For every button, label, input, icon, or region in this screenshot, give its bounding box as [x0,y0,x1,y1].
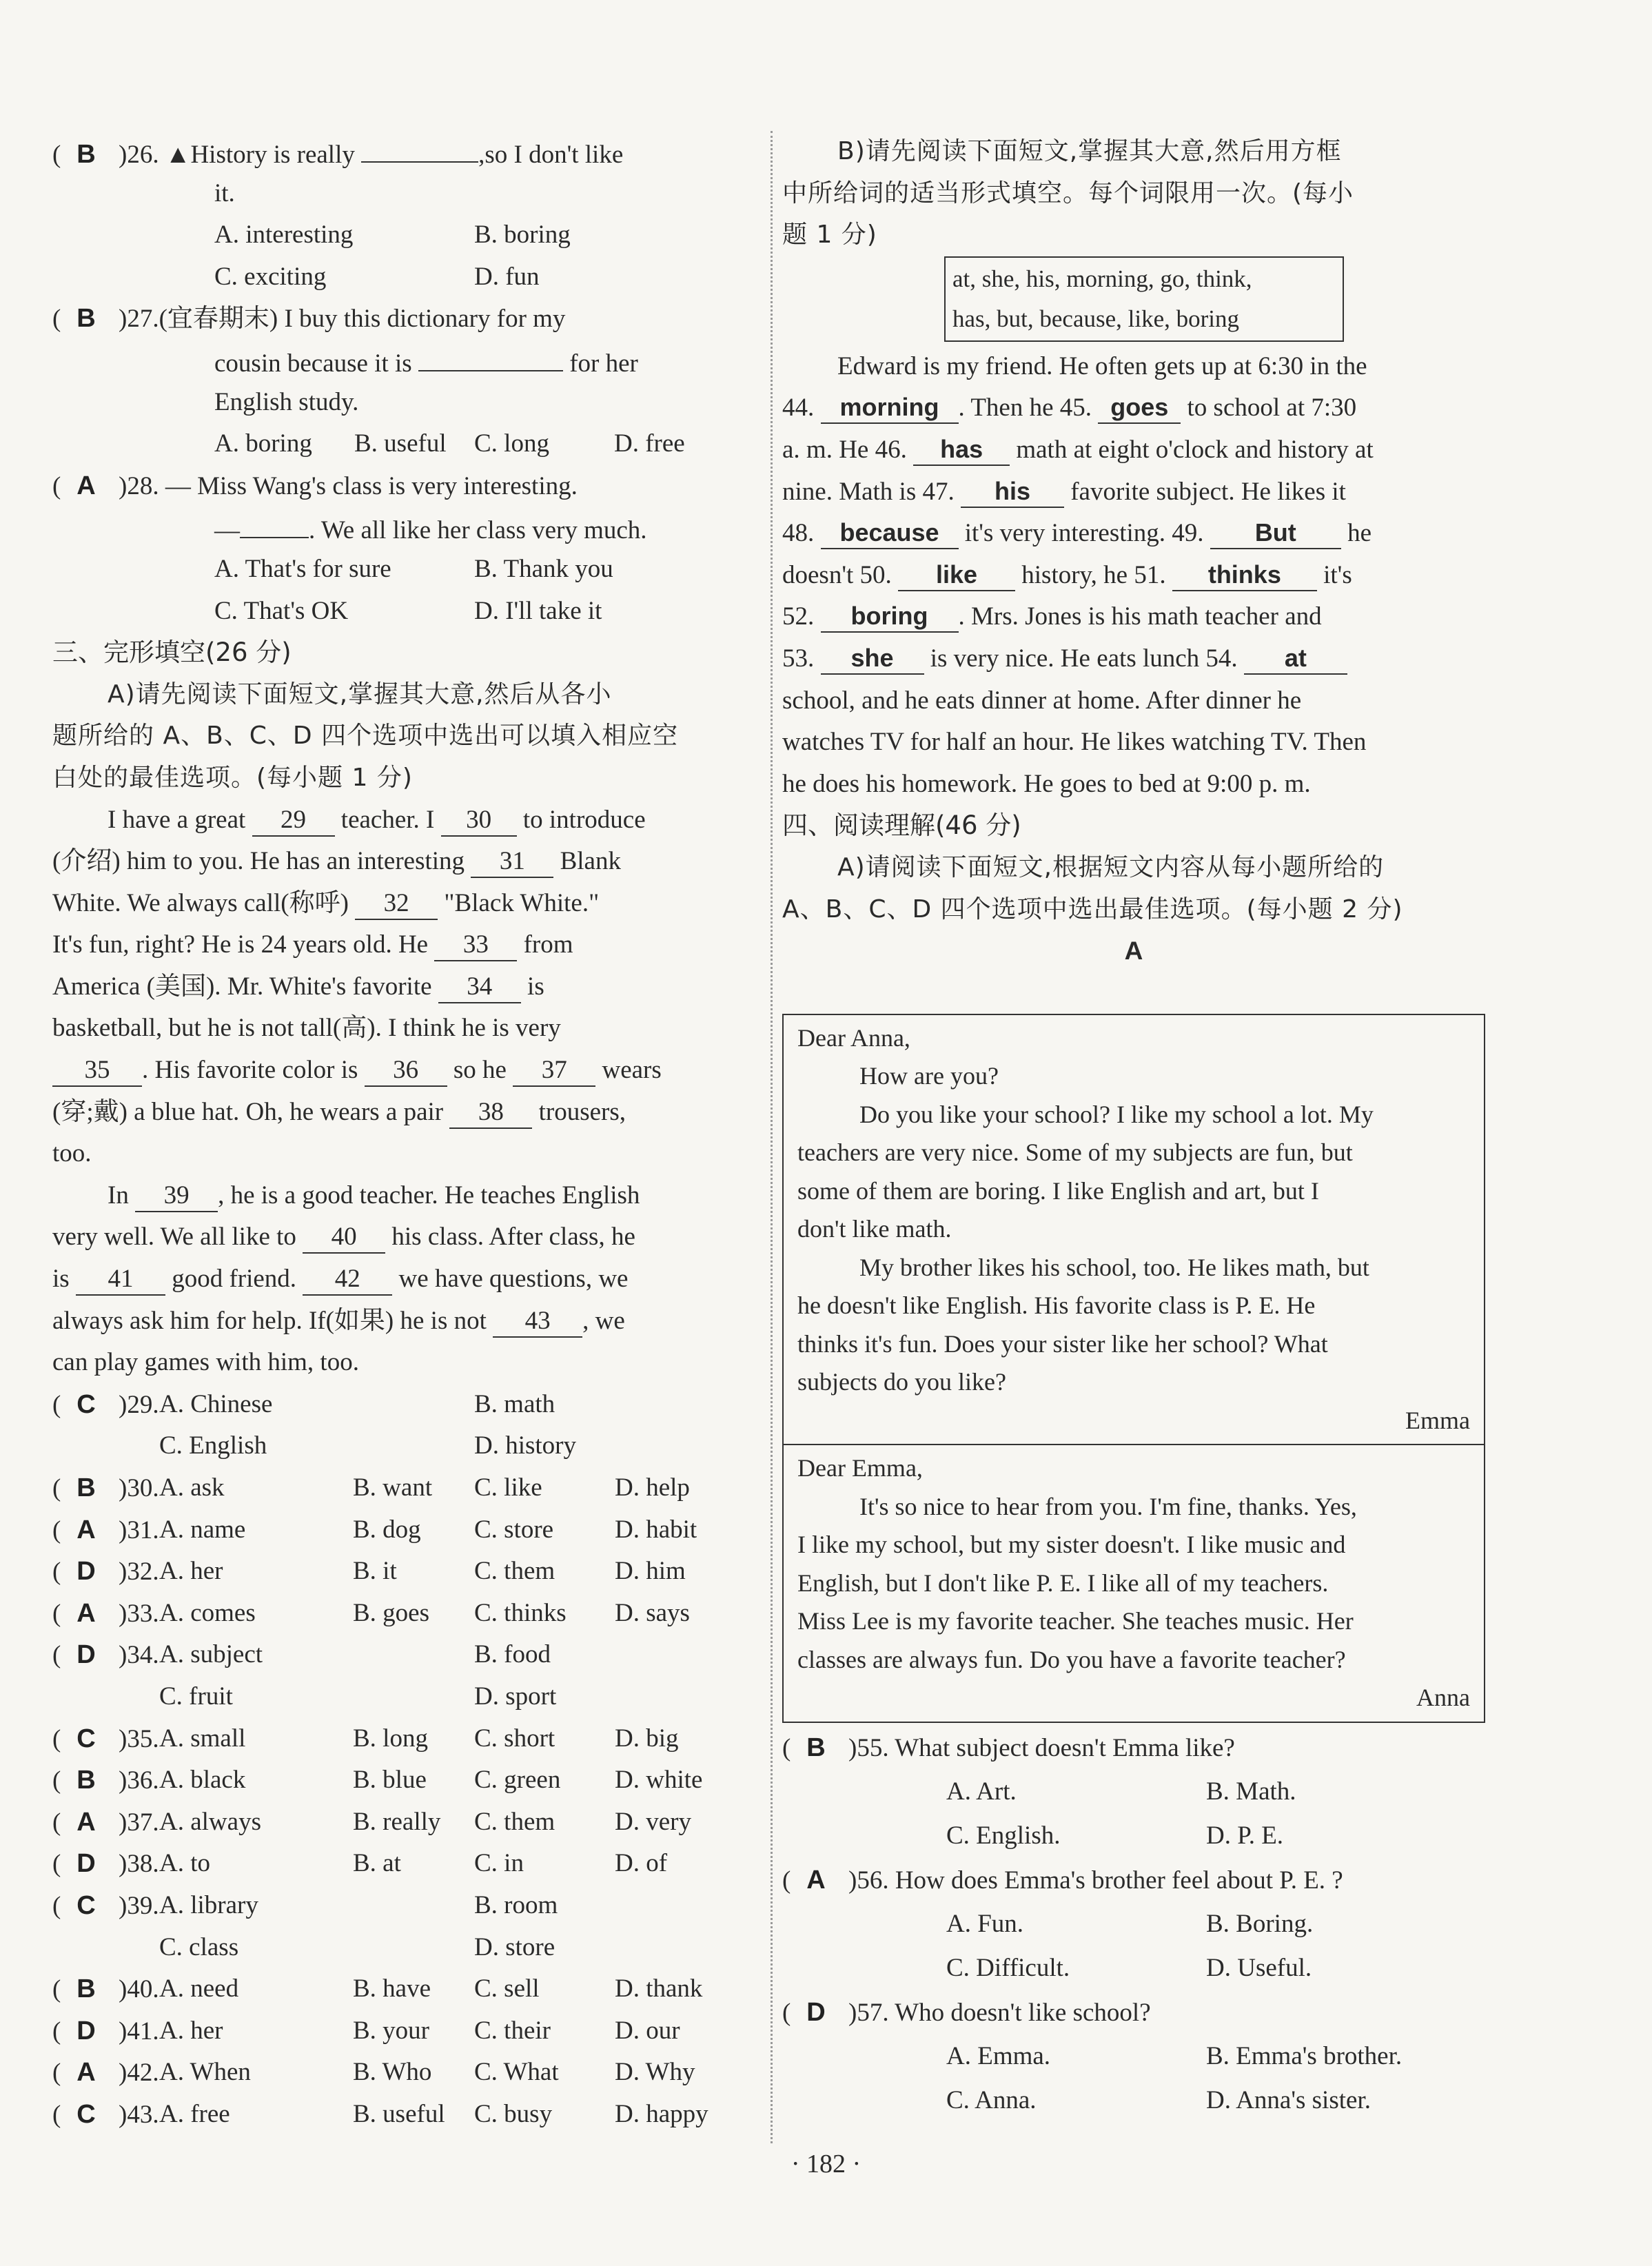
section-instructions: A)请先阅读下面短文,掌握其大意,然后从各小 [108,680,612,708]
section-instructions: B)请先阅读下面短文,掌握其大意,然后用方框 [837,137,1342,165]
letter-anna: Dear Emma, It's so nice to hear from you. I'm fine, thanks. Yes, I like my school, but my sister doesn't. I like music and English, but I don't like P. E. I like all of my teachers. Miss Lee is my favorite teacher. She teaches music. Her classes are always fun. Do you have a favorite teacher? Anna [782,1445,1485,1723]
cloze-options: ( C )29. A. Chinese B. math C. English D. history ( B )30. A. ask B. want C. like D. help ( A )31. A. name B. dog C. store D. habit ( D )32. A. her B. it C. them D. him ( A )33. A. comes B. goes C. thinks D. says ( D )34. A. subject B. food C. fruit D. sport ( C )35. A. small B. long C. short D. big ( B )36. A. black B. blue C. green D. white ( A )37. A. always B. really C. them D. very ( D )38. A. to B. at C. in D. of ( C )39. A. library B. room C. class D. store ( B )40. A. need B. have C. sell D. thank ( D )41. A. her B. your C. their D. our ( A )42. A. When B. Who C. What D. Why ( C )43. A. free B. useful C. busy D. happy [52,1384,755,2136]
word-box: at, she, his, morning, go, think, has, but, because, like, boring [944,256,1344,342]
column-divider [771,131,773,2143]
option-row: ( D )38. A. to B. at C. in D. of [52,1849,668,1879]
answer-blank: morning [821,392,959,424]
fill-passage: Edward is my friend. He often gets up at 6:30 in the 44. morning . Then he 45. goes to school at 7:30 a. m. He 46. has math at eight o'clock and history at nine. Math is 47. his favorite subject. He likes it 48. because it's very interesting. 49. But he doesn't 50. like history, he 51. thinks it's 52. boring . Mrs. Jones is his math teacher and 53. she is very nice. He eats lunch 54. at school, and he eats dinner at home. After dinner he watches TV for half an hour. He likes watching TV. Then he does his homework. He goes to bed at 9:00 p. m. [782,351,1374,798]
signature: Emma [1405,1406,1470,1434]
option-row: ( B )30. A. ask B. want C. like D. help [52,1473,690,1502]
question-27: ( B )27.(宜春期末) I buy this dictionary for my [52,304,566,334]
section-title: 四、阅读理解(46 分) [782,810,1021,841]
option-row: ( A )42. A. When B. Who C. What D. Why [52,2058,695,2088]
option-d: D. fun [474,262,540,291]
option-a: A. interesting [214,221,354,249]
option-row: ( D )41. A. her B. your C. their D. our [52,2016,680,2045]
section-title: 三、完形填空(26 分) [52,637,292,668]
option-row: ( D )32. A. her B. it C. them D. him [52,1557,686,1586]
option-row: ( C )35. A. small B. long C. short D. big [52,1724,679,1753]
answer-blank [418,340,563,371]
option-row: ( A )33. A. comes B. goes C. thinks D. says [52,1598,690,1628]
question-57: ( D )57. Who doesn't like school? [782,1997,1151,2027]
option-row: ( B )36. A. black B. blue C. green D. white [52,1766,703,1795]
section-instructions: A)请阅读下面短文,根据短文内容从每小题所给的 [837,853,1385,881]
question-56: ( A )56. How does Emma's brother feel about P. E. ? [782,1865,1343,1895]
option-b: B. boring [474,221,571,249]
passage-label: A [1124,937,1143,966]
right-column: B)请先阅读下面短文,掌握其大意,然后用方框 中所给词的适当形式填空。每个词限用一次。(每小 题 1 分) at, she, his, morning, go, think, has, but, because, like, boring Edward is my friend. He often gets up at 6:30 in the 44. morning . Then he 45. goes to school at 7:30 a. m. He 46. has math at eight o'clock and history at nine. Math is 47. his favorite subject. He likes it 48. because it's very interesting. 49. But he doesn't 50. like history, he 51. thinks it's 52. boring . Mrs. Jones is his math teacher and 53. she is very nice. He eats lunch 54. at school, and he eats dinner at home. After dinner he watches TV for half an hour. He likes watching TV. Then he does his homework. He goes to bed at 9:00 p. m. 四、阅读理解(46 分) A)请阅读下面短文,根据短文内容从每小题所给的 A、B、C、D 四个选项中选出最佳选项。(每小题 2 分) A Dear Anna, How are you? Do you like your school? I like my school a lot. My teachers are very nice. Some of my subjects are fun, but some of them are boring. I like English and art, but I don't like math. My brother likes his school, too. He likes math, but he doesn't like English. His favorite class is P. E. He thinks it's fun. Does your sister like her school? What subjects do you like? Emma Dear Emma, It's so nice to hear from you. I'm fine, thanks. Yes, I like my school, but my sister doesn't. I like music and English, but I don't like P. E. I like all of my teachers. Miss Lee is my favorite teacher. She teaches music. Her classes are always fun. Do you have a favorite teacher? Anna ( B )55. What subject doesn't Emma like? A. Art. B. Math. C. English. D. P. E. ( A )56. How does Emma's brother feel about P. E. ? A. Fun. B. Boring. C. Difficult. D. Useful. ( D )57. Who doesn't like school? A. Emma. B. Emma's brother. C. Anna. D. Anna's sister. [782,131,1485,2123]
option-row: ( A )31. A. name B. dog C. store D. habit [52,1515,697,1544]
answer-blank [240,507,309,538]
option-row: ( B )40. A. need B. have C. sell D. thank [52,1974,703,2004]
option-row: ( A )37. A. always B. really C. them D. very [52,1807,691,1837]
option-c: C. exciting [214,262,327,291]
signature: Anna [1416,1684,1470,1712]
letter-emma: Dear Anna, How are you? Do you like your school? I like my school a lot. My teachers are very nice. Some of my subjects are fun, but some of them are boring. I like English and art, but I don't like math. My brother likes his school, too. He likes math, but he doesn't like English. His favorite class is P. E. He thinks it's fun. Does your sister like her school? What subjects do you like? Emma [782,1014,1485,1446]
option-row: ( D )34. A. subject B. food [52,1640,551,1670]
cloze-passage: I have a great 29 teacher. I 30 to introduce (介绍) him to you. He has an interesting 31 Blank White. We always call(称呼) 32 "Black White." It's fun, right? He is 24 years old. He 33 from America (美国). Mr. White's favorite 34 is basketball, but he is not tall(高). I think he is very 35 . His favorite color is 36 so he 37 wears (穿;戴) a blue hat. Oh, he wears a pair 38 trousers, too. In 39 , he is a good teacher. He teaches English very well. We all like to 40 his class. After class, he is 41 good friend. 42 we have questions, we always ask him for help. If(如果) he is not 43 , we can play games with him, too. [52,805,662,1377]
option-row: ( C )29. A. Chinese B. math [52,1389,555,1419]
question-55: ( B )55. What subject doesn't Emma like? [782,1733,1235,1762]
option-row: ( C )43. A. free B. useful C. busy D. happy [52,2099,708,2129]
question-28: ( A )28. — Miss Wang's class is very interesting. [52,471,578,500]
answer-slot: ( B [52,140,96,169]
answer-blank [361,131,478,163]
left-column: ( B )26. ▲History is really ,so I don't like it. A. interesting B. boring C. exciting D. fun ( B )27.(宜春期末) I buy this dictionary for my cousin because it is for her English study. A. boring B. useful C. long D. free ( A )28. — Miss Wang's class is very interesting. — . We all like her class very much. A. That's for sure B. Thank you C. That's OK D. I'll take it 三、完形填空(26 分) A)请先阅读下面短文,掌握其大意,然后从各小 题所给的 A、B、C、D 四个选项中选出可以填入相应空 白处的最佳选项。(每小题 1 分) I have a great 29 teacher. I 30 to introduce (介绍) him to you. He has an interesting 31 Blank White. We always call(称呼) 32 "Black White." It's fun, right? He is 24 years old. He 33 from America (美国). Mr. White's favorite 34 is basketball, but he is not tall(高). I think he is very 35 . His favorite color is 36 so he 37 wears (穿;戴) a blue hat. Oh, he wears a pair 38 trousers, too. In 39 , he is a good teacher. He teaches English very well. We all like to 40 his class. After class, he is 41 good friend. 42 we have questions, we always ask him for help. If(如果) he is not 43 , we can play games with him, too. ( C )29. A. Chinese B. math C. English D. history ( B )30. A. ask B. want C. like D. help ( A )31. A. name B. dog C. store D. habit ( D )32. A. her B. it C. them D. him ( A )33. A. comes B. goes C. thinks D. says ( D )34. A. subject B. food C. fruit D. sport ( C )35. A. small B. long C. short D. big ( B )36. A. black B. blue C. green D. white ( A )37. A. always B. really C. them D. very ( D )38. A. to B. at C. in D. of ( C )39. A. library B. room C. class D. store ( B )40. A. need B. have C. sell D. thank ( D )41. A. her B. your C. their D. our ( A )42. A. When B. Who C. What D. Why ( C )43. A. free B. useful C. busy D. happy [52,131,755,2136]
option-row: ( C )39. A. library B. room [52,1890,558,1920]
question-26: ( B )26. ▲History is really ,so I don't like [52,131,755,173]
page-number: · 182 · [791,2150,861,2178]
